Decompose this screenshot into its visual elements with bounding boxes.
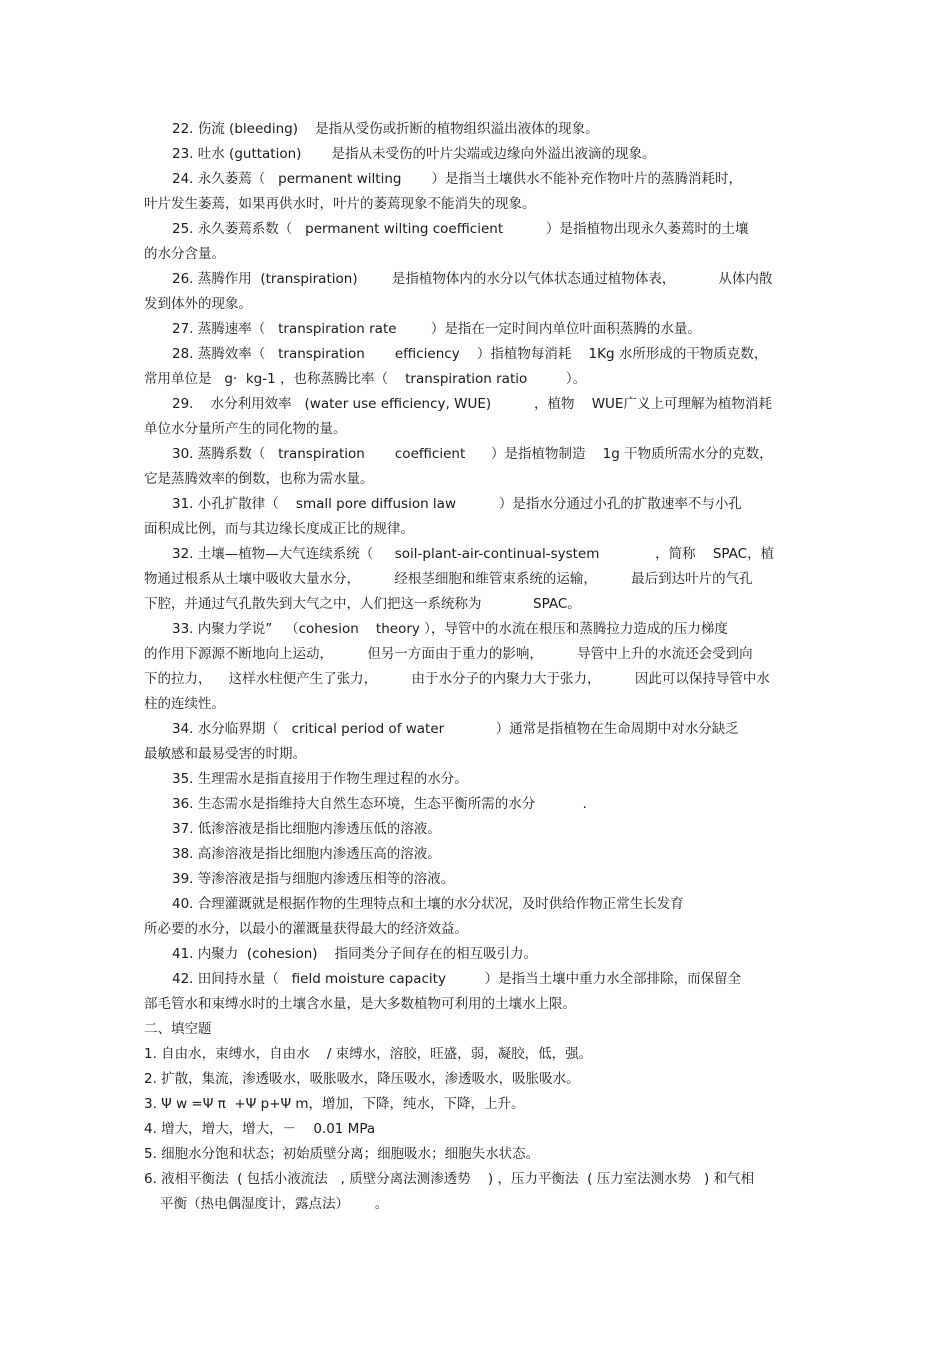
answer-1: 1. 自由水，束缚水，自由水 / 束缚水，溶胶，旺盛，弱，凝胶，低，强。: [144, 1046, 593, 1062]
definition-38: 38. 高渗溶液是指比细胞内渗透压高的溶液。: [172, 846, 441, 862]
definition-40-cont: 所必要的水分，以最小的灌溉量获得最大的经济效益。: [144, 921, 468, 937]
answer-2: 2. 扩散，集流，渗透吸水，吸胀吸水，降压吸水，渗透吸水，吸胀吸水。: [144, 1071, 580, 1087]
answer-6: 6. 液相平衡法 ( 包括小液流法 , 质壁分离法测渗透势 ) ，压力平衡法 ( 压力室法测水势 ) 和气相: [144, 1171, 755, 1187]
definition-32-cont-2: 下腔，并通过气孔散失到大气之中，人们把这一系统称为 SPAC。: [144, 596, 581, 612]
answer-6-cont: 平衡（热电偶湿度计，露点法） 。: [160, 1196, 389, 1212]
answer-5: 5. 细胞水分饱和状态；初始质壁分离；细胞吸水；细胞失水状态。: [144, 1146, 540, 1162]
definition-33-cont-3: 柱的连续性。: [144, 696, 225, 712]
definition-25-cont: 的水分含量。: [144, 246, 225, 262]
definition-33: 33. 内聚力学说” （cohesion theory ），导管中的水流在根压和蒸腾拉力造成的压力梯度: [172, 621, 728, 637]
definition-26: 26. 蒸腾作用 (transpiration) 是指植物体内的水分以气体状态通过植物体表， 从体内散: [172, 271, 773, 287]
definition-35: 35. 生理需水是指直接用于作物生理过程的水分。: [172, 771, 468, 787]
definition-30: 30. 蒸腾系数（ transpiration coefficient ）是指植物制造 1g 干物质所需水分的克数，: [172, 446, 773, 462]
definition-25: 25. 永久萎蔫系数（ permanent wilting coefficient ）是指植物出现永久萎蔫时的土壤: [172, 221, 749, 237]
definition-34: 34. 水分临界期（ critical period of water ）通常是指植物在生命周期中对水分缺乏: [172, 721, 739, 737]
definition-28: 28. 蒸腾效率（ transpiration efficiency ）指植物每消耗 1Kg 水所形成的干物质克数，: [172, 346, 768, 362]
definition-23: 23. 吐水 (guttation) 是指从未受伤的叶片尖端或边缘向外溢出液滴的现象。: [172, 146, 656, 162]
definition-26-cont: 发到体外的现象。: [144, 296, 252, 312]
definition-33-cont-2: 下的拉力， 这样水柱便产生了张力， 由于水分子的内聚力大于张力， 因此可以保持导管中水: [144, 671, 770, 687]
definition-34-cont: 最敏感和最易受害的时期。: [144, 746, 306, 762]
definition-28-cont: 常用单位是 g· kg-1 ，也称蒸腾比率（ transpiration ratio ）。: [144, 371, 587, 387]
definition-24: 24. 永久萎蔫（ permanent wilting ）是指当土壤供水不能补充作物叶片的蒸腾消耗时，: [172, 171, 742, 187]
definition-40: 40. 合理灌溉就是根据作物的生理特点和土壤的水分状况，及时供给作物正常生长发育: [172, 896, 684, 912]
definition-30-cont: 它是蒸腾效率的倒数，也称为需水量。: [144, 471, 374, 487]
definition-33-cont-1: 的作用下源源不断地向上运动， 但另一方面由于重力的影响， 导管中上升的水流还会受到向: [144, 646, 753, 662]
answer-4: 4. 增大，增大，增大，－ 0.01 MPa: [144, 1121, 376, 1137]
definition-39: 39. 等渗溶液是指与细胞内渗透压相等的溶液。: [172, 871, 455, 887]
definition-37: 37. 低渗溶液是指比细胞内渗透压低的溶液。: [172, 821, 441, 837]
definition-41: 41. 内聚力 (cohesion) 指同类分子间存在的相互吸引力。: [172, 946, 538, 962]
definition-27: 27. 蒸腾速率（ transpiration rate ）是指在一定时间内单位叶面积蒸腾的水量。: [172, 321, 701, 337]
answer-3: 3. Ψ w =Ψ π +Ψ p+Ψ m，增加，下降，纯水，下降，上升。: [144, 1096, 525, 1112]
definition-42: 42. 田间持水量（ field moisture capacity ）是指当土壤中重力水全部排除，而保留全: [172, 971, 742, 987]
section-heading-fill-in: 二、填空题: [144, 1021, 212, 1037]
definition-31: 31. 小孔扩散律（ small pore diffusion law ）是指水分通过小孔的扩散速率不与小孔: [172, 496, 742, 512]
definition-32: 32. 土壤—植物—大气连续系统（ soil-plant-air-continual-system ，简称 SPAC，植: [172, 546, 775, 562]
definition-24-cont: 叶片发生萎蔫，如果再供水时，叶片的萎蔫现象不能消失的现象。: [144, 196, 536, 212]
definition-36: 36. 生态需水是指维持大自然生态环境，生态平衡所需的水分 .: [172, 796, 587, 812]
definition-29-cont: 单位水分量所产生的同化物的量。: [144, 421, 347, 437]
definition-29: 29. 水分利用效率 (water use efficiency, WUE) ，植物 WUE广义上可理解为植物消耗: [172, 396, 772, 412]
definition-22: 22. 伤流 (bleeding) 是指从受伤或折断的植物组织溢出液体的现象。: [172, 121, 599, 137]
definition-31-cont: 面积成比例，而与其边缘长度成正比的规律。: [144, 521, 414, 537]
definition-42-cont: 部毛管水和束缚水时的土壤含水量，是大多数植物可利用的土壤水上限。: [144, 996, 576, 1012]
definition-32-cont-1: 物通过根系从土壤中吸收大量水分， 经根茎细胞和维管束系统的运输， 最后到达叶片的气孔: [144, 571, 753, 587]
